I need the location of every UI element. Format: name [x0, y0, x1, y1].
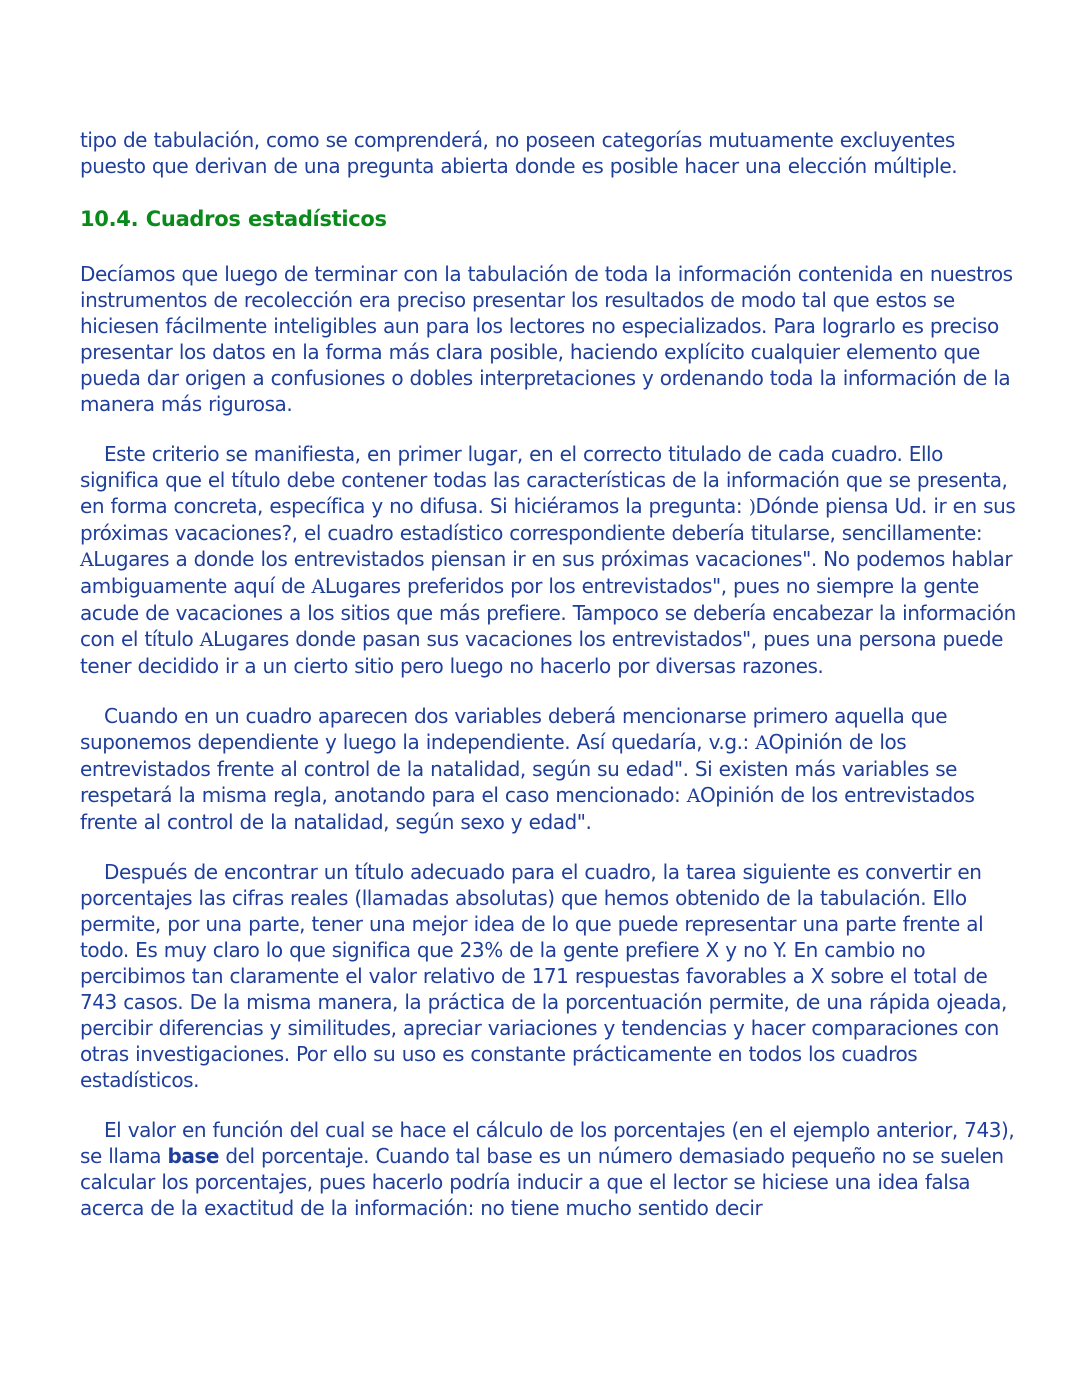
document-page — [80, 127, 1020, 1245]
paragraph-3-text-1: Cuando en un cuadro aparecen dos variables deberá mencionarse primero aquella que suponemos dependiente y luego la independiente. Así quedaría, v.g.: — [80, 704, 948, 754]
paragraph-2-text-5: Lugares donde pasan sus vacaciones los entrevistados", pues una persona puede tener decidido ir a un cierto sitio pero luego no hacerlo por diversas razones. — [80, 627, 1003, 678]
paragraph-2 — [80, 441, 1020, 679]
paragraph-2-glyph-1: ) — [748, 496, 756, 518]
paragraph-3-glyph-2: A — [686, 785, 700, 807]
paragraph-2-text-4: Lugares preferidos por los entrevistados", pues no siempre la gente acude de vacaciones a los sitios que más prefiere. Tampoco se debería encabezar la información con el título — [80, 574, 1016, 651]
paragraph-4: Después de encontrar un título adecuado para el cuadro, la tarea siguiente es convertir en porcentajes las cifras reales (llamadas absolutas) que hemos obtenido de la tabulación. Ello permite, por una parte, tener una mejor idea de lo que puede representar una parte frente al todo. Es muy claro lo que significa que 23% de la gente prefiere X y no Y. En cambio no percibimos tan claramente el valor relativo de 171 respuestas favorables a X sobre el total de 743 casos. De la misma manera, la práctica de la porcentuación permite, de una rápida ojeada, percibir diferencias y similitudes, apreciar variaciones y tendencias y hacer comparaciones con otras investigaciones. Por ello su uso es constante prácticamente en todos los cuadros estadísticos. — [80, 860, 1007, 1092]
paragraph-3-text-3: Opinión de los entrevistados frente al control de la natalidad, según sexo y edad". — [80, 783, 975, 834]
paragraph-5-bold-term: base — [167, 1144, 219, 1168]
paragraph-2-glyph-4: A — [199, 629, 214, 651]
section-title: 10.4. Cuadros estadísticos — [80, 207, 387, 231]
paragraph-5 — [80, 1117, 1020, 1221]
paragraph-2-glyph-2: A — [80, 549, 94, 571]
paragraph-2-glyph-3: A — [311, 576, 325, 598]
paragraph-2-text-3: Lugares a donde los entrevistados piensan ir en sus próximas vacaciones". No podemos hablar ambiguamente aquí de — [80, 547, 1013, 598]
intro-paragraph: tipo de tabulación, como se comprenderá, no poseen categorías mutuamente excluyentes puesto que derivan de una pregunta abierta donde es posible hacer una elección múltiple. — [80, 128, 958, 178]
paragraph-2-text-2: Dónde piensa Ud. ir en sus próximas vacaciones?, el cuadro estadístico correspondiente debería titularse, sencillamente: — [80, 494, 1016, 545]
paragraph-3-glyph-1: A — [755, 732, 769, 754]
paragraph-1: Decíamos que luego de terminar con la tabulación de toda la información contenida en nuestros instrumentos de recolección era preciso presentar los resultados de modo tal que estos se hiciesen fácilmente inteligibles aun para los lectores no especializados. Para lograrlo es preciso presentar los datos en la forma más clara posible, haciendo explícito cualquier elemento que pueda dar origen a confusiones o dobles interpretaciones y ordenando toda la información de la manera más rigurosa. — [80, 262, 1013, 416]
paragraph-3-text-2: Opinión de los entrevistados frente al control de la natalidad, según su edad". Si existen más variables se respetará la misma regla, anotando para el caso mencionado: — [80, 730, 958, 807]
paragraph-5-text-1: El valor en función del cual se hace el cálculo de los porcentajes (en el ejemplo anterior, 743), se llama — [80, 1118, 1015, 1168]
paragraph-2-text-1: Este criterio se manifiesta, en primer lugar, en el correcto titulado de cada cuadro. Ello significa que el título debe contener todas las características de la información que se presenta, en forma concreta, específica y no difusa. Si hiciéramos la pregunta: — [80, 442, 1008, 518]
paragraph-5-text-2: del porcentaje. Cuando tal base es un número demasiado pequeño no se suelen calcular los porcentajes, pues hacerlo podría inducir a que el lector se hiciese una idea falsa acerca de la exactitud de la información: no tiene mucho sentido decir — [80, 1144, 1004, 1220]
paragraph-3 — [80, 703, 1020, 835]
